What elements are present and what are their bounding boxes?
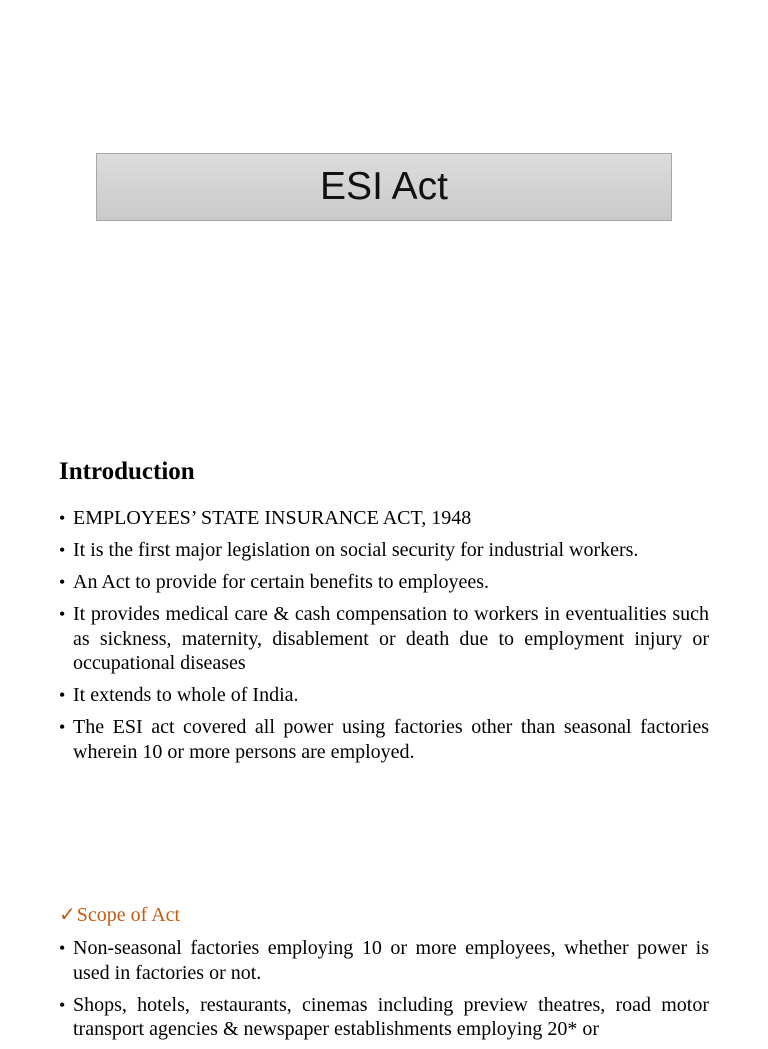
bullet-icon: • [59, 572, 66, 592]
list-item-text: The ESI act covered all power using factories other than seasonal factories wherein 10 or more persons are employed. [73, 716, 709, 763]
list-item-text: An Act to provide for certain benefits to employees. [73, 571, 489, 593]
scope-heading-text: Scope of Act [76, 904, 181, 926]
introduction-heading: Introduction [59, 458, 195, 485]
bullet-icon: • [59, 685, 66, 705]
bullet-icon: • [59, 717, 66, 737]
scope-list [59, 936, 709, 1049]
bullet-icon: • [59, 938, 66, 958]
list-item-text: It provides medical care & cash compensation to workers in eventualities such as sickness, maternity, disablement or death due to employment injury or occupational diseases [73, 603, 709, 674]
checkmark-icon: ✓ [59, 904, 76, 926]
list-item [59, 570, 709, 595]
list-item [59, 506, 709, 531]
bullet-icon: • [59, 604, 66, 624]
title-box [96, 153, 672, 221]
list-item-text: Non-seasonal factories employing 10 or more employees, whether power is used in factories or not. [73, 937, 709, 984]
scope-heading [59, 902, 180, 927]
list-item [59, 602, 709, 676]
slide-title: ESI Act [320, 165, 448, 208]
list-item-text: It is the first major legislation on social security for industrial workers. [73, 539, 639, 561]
list-item [59, 715, 709, 764]
list-item-text: EMPLOYEES’ STATE INSURANCE ACT, 1948 [73, 507, 472, 529]
bullet-icon: • [59, 994, 66, 1015]
list-item [59, 683, 709, 708]
list-item-text: Shops, hotels, restaurants, cinemas including preview theatres, road motor transport agencies & newspaper establishments employing 20* or [73, 993, 709, 1040]
bullet-icon: • [59, 508, 66, 528]
list-item-text: It extends to whole of India. [73, 684, 299, 706]
list-item [59, 993, 709, 1042]
list-item [59, 936, 709, 985]
title-slide [0, 0, 768, 440]
bullet-icon: • [59, 540, 66, 560]
list-item [59, 538, 709, 563]
introduction-list [59, 506, 709, 772]
